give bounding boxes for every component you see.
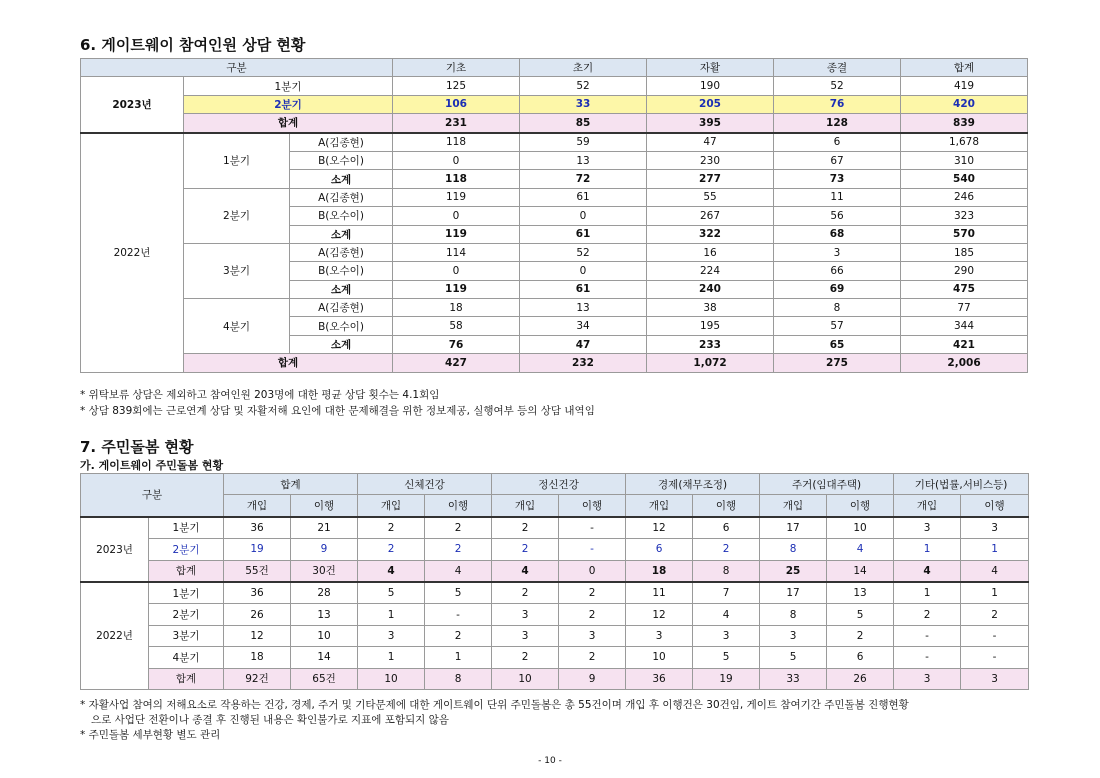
cell: 2 [894, 604, 961, 625]
cell: 76 [774, 95, 901, 113]
table-row [81, 299, 1028, 317]
table-row [81, 517, 1029, 539]
cell: 3 [774, 243, 901, 261]
cell: 2 [827, 625, 894, 646]
row-label: 합계 [184, 354, 393, 372]
cell: 19 [224, 539, 291, 560]
cell: 92건 [224, 668, 291, 689]
cell: 0 [559, 560, 626, 582]
cell: 26 [224, 604, 291, 625]
cell: 1,678 [901, 133, 1028, 152]
row-label: 소계 [290, 280, 393, 298]
note: * 자활사업 참여의 저해요소로 작용하는 건강, 경제, 주거 및 기타문제에 대한 게이트웨이 단위 주민돌봄은 총 55건이며 개입 후 이행건은 30건임, 게이트 참여기간 주민돌봄 진행현황 [80, 699, 909, 711]
section7-subtitle: 가. 게이트웨이 주민돌봄 현황 [80, 459, 224, 472]
cell: 13 [520, 299, 647, 317]
cell: 185 [901, 243, 1028, 261]
cell: 195 [647, 317, 774, 335]
row-label: 4분기 [149, 647, 224, 668]
cell: - [961, 647, 1029, 668]
row-label: 합계 [149, 668, 224, 689]
cell: 9 [291, 539, 358, 560]
cell: 3 [559, 625, 626, 646]
cell: 61 [520, 280, 647, 298]
cell: 25 [760, 560, 827, 582]
cell: 4 [358, 560, 425, 582]
cell: 3 [760, 625, 827, 646]
table-row [81, 77, 1028, 95]
cell: 2 [492, 582, 559, 604]
table-header-row [81, 59, 1028, 77]
cell: 290 [901, 262, 1028, 280]
table-row [81, 188, 1028, 206]
cell: 33 [760, 668, 827, 689]
cell: 36 [224, 517, 291, 539]
cell: 2 [358, 539, 425, 560]
cell: 0 [520, 262, 647, 280]
cell: 128 [774, 114, 901, 133]
cell: 277 [647, 170, 774, 188]
cell: 114 [393, 243, 520, 261]
cell: 55 [647, 188, 774, 206]
row-label: A(김종현) [290, 188, 393, 206]
header-sub: 개입 [760, 495, 827, 517]
cell: 106 [393, 95, 520, 113]
cell: 34 [520, 317, 647, 335]
header-col: 초기 [520, 59, 647, 77]
row-label: 2분기 [149, 604, 224, 625]
cell: 4 [894, 560, 961, 582]
cell: 85 [520, 114, 647, 133]
cell: 119 [393, 280, 520, 298]
cell: - [559, 539, 626, 560]
cell: 55건 [224, 560, 291, 582]
cell: 8 [774, 299, 901, 317]
table-row-highlight [81, 539, 1029, 560]
cell: 7 [693, 582, 760, 604]
cell: 66 [774, 262, 901, 280]
cell: 73 [774, 170, 901, 188]
row-label: 3분기 [149, 625, 224, 646]
row-label: 1분기 [184, 77, 393, 95]
header-category: 신체건강 [358, 474, 492, 495]
row-label: 소계 [290, 335, 393, 353]
cell: 475 [901, 280, 1028, 298]
cell: 421 [901, 335, 1028, 353]
row-label: B(오수이) [290, 207, 393, 225]
cell: 322 [647, 225, 774, 243]
table-row-total [81, 560, 1029, 582]
cell: 3 [961, 517, 1029, 539]
header-sub: 개입 [224, 495, 291, 517]
cell: 125 [393, 77, 520, 95]
quarter-label: 4분기 [184, 299, 290, 354]
header-sub: 이행 [291, 495, 358, 517]
note: 으로 사업단 전환이나 종결 후 진행된 내용은 확인불가로 지표에 포함되지 않음 [91, 714, 449, 726]
header-group-label: 구분 [81, 474, 224, 517]
cell: 3 [894, 517, 961, 539]
cell: 19 [693, 668, 760, 689]
cell: 65건 [291, 668, 358, 689]
table-row [81, 647, 1029, 668]
cell: 18 [393, 299, 520, 317]
cell: 10 [827, 517, 894, 539]
table-row-total [81, 354, 1028, 372]
cell: 72 [520, 170, 647, 188]
cell: 18 [626, 560, 693, 582]
cell: 11 [626, 582, 693, 604]
row-label: A(김종현) [290, 133, 393, 152]
header-sub: 이행 [827, 495, 894, 517]
cell: 240 [647, 280, 774, 298]
cell: 0 [520, 207, 647, 225]
cell: 47 [647, 133, 774, 152]
cell: 12 [626, 517, 693, 539]
cell: 76 [393, 335, 520, 353]
header-group-label: 구분 [81, 59, 393, 77]
header-category: 정신건강 [492, 474, 626, 495]
cell: 119 [393, 225, 520, 243]
cell: 3 [693, 625, 760, 646]
header-category: 기타(법률,서비스등) [894, 474, 1029, 495]
table-row [81, 133, 1028, 152]
cell: 12 [626, 604, 693, 625]
section7-title: 7. 주민돌봄 현황 [80, 438, 194, 456]
header-sub: 이행 [425, 495, 492, 517]
cell: 8 [760, 604, 827, 625]
row-label: B(오수이) [290, 151, 393, 169]
cell: 9 [559, 668, 626, 689]
cell: 59 [520, 133, 647, 152]
table-row-highlight [81, 95, 1028, 113]
cell: 310 [901, 151, 1028, 169]
cell: 4 [492, 560, 559, 582]
cell: 5 [425, 582, 492, 604]
cell: 119 [393, 188, 520, 206]
header-col: 자활 [647, 59, 774, 77]
cell: 1 [894, 582, 961, 604]
table-row-total [81, 668, 1029, 689]
table-header-row [81, 474, 1029, 495]
cell: 28 [291, 582, 358, 604]
cell: 6 [774, 133, 901, 152]
cell: 1 [425, 647, 492, 668]
cell: 323 [901, 207, 1028, 225]
cell: 3 [492, 625, 559, 646]
cell: 14 [827, 560, 894, 582]
cell: 14 [291, 647, 358, 668]
row-label: 소계 [290, 225, 393, 243]
header-sub: 개입 [492, 495, 559, 517]
cell: 3 [626, 625, 693, 646]
cell: 3 [492, 604, 559, 625]
cell: 246 [901, 188, 1028, 206]
cell: 4 [425, 560, 492, 582]
cell: 68 [774, 225, 901, 243]
cell: 13 [291, 604, 358, 625]
cell: 12 [224, 625, 291, 646]
cell: 13 [827, 582, 894, 604]
cell: 8 [693, 560, 760, 582]
year-label: 2022년 [81, 133, 184, 373]
cell: 205 [647, 95, 774, 113]
cell: 3 [894, 668, 961, 689]
cell: 26 [827, 668, 894, 689]
cell: 2 [961, 604, 1029, 625]
cell: 1 [961, 582, 1029, 604]
table-row-total [81, 114, 1028, 133]
cell: 61 [520, 225, 647, 243]
header-col: 기초 [393, 59, 520, 77]
cell: 65 [774, 335, 901, 353]
cell: 47 [520, 335, 647, 353]
cell: 3 [358, 625, 425, 646]
cell: - [894, 647, 961, 668]
cell: 190 [647, 77, 774, 95]
header-col: 합계 [901, 59, 1028, 77]
cell: 267 [647, 207, 774, 225]
cell: 5 [358, 582, 425, 604]
header-sub: 개입 [894, 495, 961, 517]
cell: 275 [774, 354, 901, 372]
cell: 30건 [291, 560, 358, 582]
header-sub: 이행 [559, 495, 626, 517]
header-col: 종결 [774, 59, 901, 77]
cell: - [894, 625, 961, 646]
cell: 1 [894, 539, 961, 560]
header-category: 주거(임대주택) [760, 474, 894, 495]
cell: 427 [393, 354, 520, 372]
cell: 231 [393, 114, 520, 133]
row-label: A(김종현) [290, 243, 393, 261]
cell: 5 [693, 647, 760, 668]
cell: 17 [760, 582, 827, 604]
cell: 344 [901, 317, 1028, 335]
cell: 8 [760, 539, 827, 560]
row-label: 1분기 [149, 582, 224, 604]
cell: 10 [626, 647, 693, 668]
year-label: 2022년 [81, 582, 149, 689]
row-label: 1분기 [149, 517, 224, 539]
cell: 10 [291, 625, 358, 646]
cell: 0 [393, 151, 520, 169]
cell: 2 [492, 539, 559, 560]
cell: 570 [901, 225, 1028, 243]
cell: 10 [358, 668, 425, 689]
header-sub: 이행 [693, 495, 760, 517]
header-category: 경제(채무조정) [626, 474, 760, 495]
cell: 36 [626, 668, 693, 689]
cell: 57 [774, 317, 901, 335]
cell: 21 [291, 517, 358, 539]
cell: 67 [774, 151, 901, 169]
cell: 233 [647, 335, 774, 353]
cell: 36 [224, 582, 291, 604]
header-sub: 개입 [626, 495, 693, 517]
cell: 1,072 [647, 354, 774, 372]
note: * 주민돌봄 세부현황 별도 관리 [80, 729, 221, 741]
cell: 52 [520, 243, 647, 261]
cell: 77 [901, 299, 1028, 317]
cell: 8 [425, 668, 492, 689]
cell: 58 [393, 317, 520, 335]
cell: - [559, 517, 626, 539]
cell: 118 [393, 133, 520, 152]
cell: 230 [647, 151, 774, 169]
cell: 6 [626, 539, 693, 560]
cell: 2 [425, 517, 492, 539]
row-label: A(김종현) [290, 299, 393, 317]
cell: 420 [901, 95, 1028, 113]
cell: 2 [559, 647, 626, 668]
cell: 18 [224, 647, 291, 668]
table-row [81, 625, 1029, 646]
table-row [81, 243, 1028, 261]
row-label: 2분기 [149, 539, 224, 560]
note: * 상담 839회에는 근로연계 상담 및 자활저해 요인에 대한 문제해결을 위한 정보제공, 실행여부 등의 상담 내역임 [80, 405, 595, 417]
cell: 2 [492, 647, 559, 668]
table-row [81, 604, 1029, 625]
cell: 2 [425, 625, 492, 646]
cell: 419 [901, 77, 1028, 95]
cell: 4 [693, 604, 760, 625]
cell: 2,006 [901, 354, 1028, 372]
quarter-label: 3분기 [184, 243, 290, 298]
cell: 4 [961, 560, 1029, 582]
cell: 52 [520, 77, 647, 95]
cell: 839 [901, 114, 1028, 133]
note: * 위탁보류 상담은 제외하고 참여인원 203명에 대한 평균 상담 횟수는 4.1회임 [80, 389, 440, 401]
cell: 56 [774, 207, 901, 225]
cell: 2 [559, 582, 626, 604]
row-label: 합계 [149, 560, 224, 582]
cell: 33 [520, 95, 647, 113]
cell: 2 [693, 539, 760, 560]
cell: - [425, 604, 492, 625]
row-label: B(오수이) [290, 317, 393, 335]
consultation-table [80, 58, 1028, 373]
cell: 1 [358, 604, 425, 625]
cell: 3 [961, 668, 1029, 689]
cell: 38 [647, 299, 774, 317]
cell: - [961, 625, 1029, 646]
header-sub: 이행 [961, 495, 1029, 517]
year-label: 2023년 [81, 517, 149, 582]
header-sub: 개입 [358, 495, 425, 517]
cell: 52 [774, 77, 901, 95]
cell: 1 [961, 539, 1029, 560]
cell: 4 [827, 539, 894, 560]
cell: 2 [425, 539, 492, 560]
cell: 61 [520, 188, 647, 206]
row-label: 2분기 [184, 95, 393, 113]
cell: 6 [693, 517, 760, 539]
cell: 6 [827, 647, 894, 668]
cell: 17 [760, 517, 827, 539]
resident-care-table [80, 473, 1029, 690]
quarter-label: 2분기 [184, 188, 290, 243]
cell: 0 [393, 262, 520, 280]
section6-title: 6. 게이트웨이 참여인원 상담 현황 [80, 36, 306, 54]
cell: 2 [358, 517, 425, 539]
row-label: B(오수이) [290, 262, 393, 280]
cell: 5 [827, 604, 894, 625]
cell: 11 [774, 188, 901, 206]
row-label: 소계 [290, 170, 393, 188]
cell: 2 [559, 604, 626, 625]
page-number: - 10 - [538, 756, 562, 766]
cell: 0 [393, 207, 520, 225]
cell: 10 [492, 668, 559, 689]
cell: 395 [647, 114, 774, 133]
quarter-label: 1분기 [184, 133, 290, 189]
row-label: 합계 [184, 114, 393, 133]
cell: 5 [760, 647, 827, 668]
header-category: 합계 [224, 474, 358, 495]
cell: 118 [393, 170, 520, 188]
cell: 69 [774, 280, 901, 298]
cell: 16 [647, 243, 774, 261]
table-subheader-row [81, 495, 1029, 517]
cell: 540 [901, 170, 1028, 188]
cell: 13 [520, 151, 647, 169]
cell: 232 [520, 354, 647, 372]
cell: 2 [492, 517, 559, 539]
cell: 1 [358, 647, 425, 668]
year-label: 2023년 [81, 77, 184, 133]
table-row [81, 582, 1029, 604]
cell: 224 [647, 262, 774, 280]
